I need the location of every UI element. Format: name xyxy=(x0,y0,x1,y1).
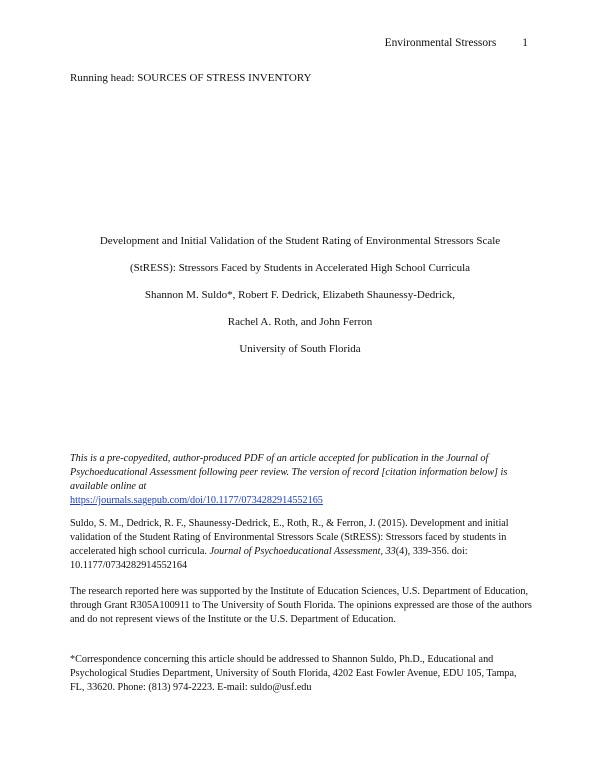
header-short-title: Environmental Stressors xyxy=(384,37,497,49)
preprint-notice-text: This is a pre-copyedited, author-produced PDF of an article accepted for publication in the Journal of Psychoeducational Assessment following peer review. The version of record [citation information below] is available online at xyxy=(70,453,508,492)
authors-line-2: Rachel A. Roth, and John Ferron xyxy=(227,316,373,328)
title-line-1: Development and Initial Validation of the Student Rating of Environmental Stressors Scale xyxy=(99,235,501,247)
citation-issue-pages: (4), 339-356. doi: 10.1177/0734282914552164 xyxy=(70,546,468,571)
header-right xyxy=(385,37,528,49)
citation-journal: Journal of Psychoeducational Assessment, xyxy=(209,546,383,557)
correspondence-note: *Correspondence concerning this article should be addressed to Shannon Suldo, Ph.D., Educational and Psychological Studies Department, University of South Florida, 4202 East Fowler Avenue, EDU 105, Tampa, FL, 33620. Phone: (813) 974-2223. E-mail: suldo@usf.edu xyxy=(70,654,517,693)
title-block xyxy=(70,234,530,369)
preprint-notice xyxy=(70,452,532,508)
citation-authors-year: Suldo, S. M., Dedrick, R. F., Shaunessy-Dedrick, E., Roth, R., & Ferron, J. (2015). xyxy=(70,518,408,529)
citation xyxy=(70,517,532,573)
page-number: 1 xyxy=(522,37,528,49)
running-head: Running head: SOURCES OF STRESS INVENTORY xyxy=(70,72,312,84)
title-line-2: (StRESS): Stressors Faced by Students in Accelerated High School Curricula xyxy=(129,262,471,274)
citation-article-title: Development and initial validation of the Student Rating of Environmental Stressors Scale (StRESS): Stressors faced by students in accelerated high school curricula. xyxy=(70,518,509,557)
authors-line-1: Shannon M. Suldo*, Robert F. Dedrick, Elizabeth Shaunessy-Dedrick, xyxy=(144,289,456,301)
funding-note: The research reported here was supported by the Institute of Education Sciences, U.S. Department of Education, through Grant R305A100911 to The University of South Florida. The opinions expressed are those of the authors and do not represent views of the Institute or the U.S. Department of Education. xyxy=(70,586,532,625)
affiliation: University of South Florida xyxy=(239,343,361,355)
citation-volume: 33 xyxy=(385,546,396,557)
article-doi-link[interactable]: https://journals.sagepub.com/doi/10.1177/0734282914552165 xyxy=(70,495,323,506)
